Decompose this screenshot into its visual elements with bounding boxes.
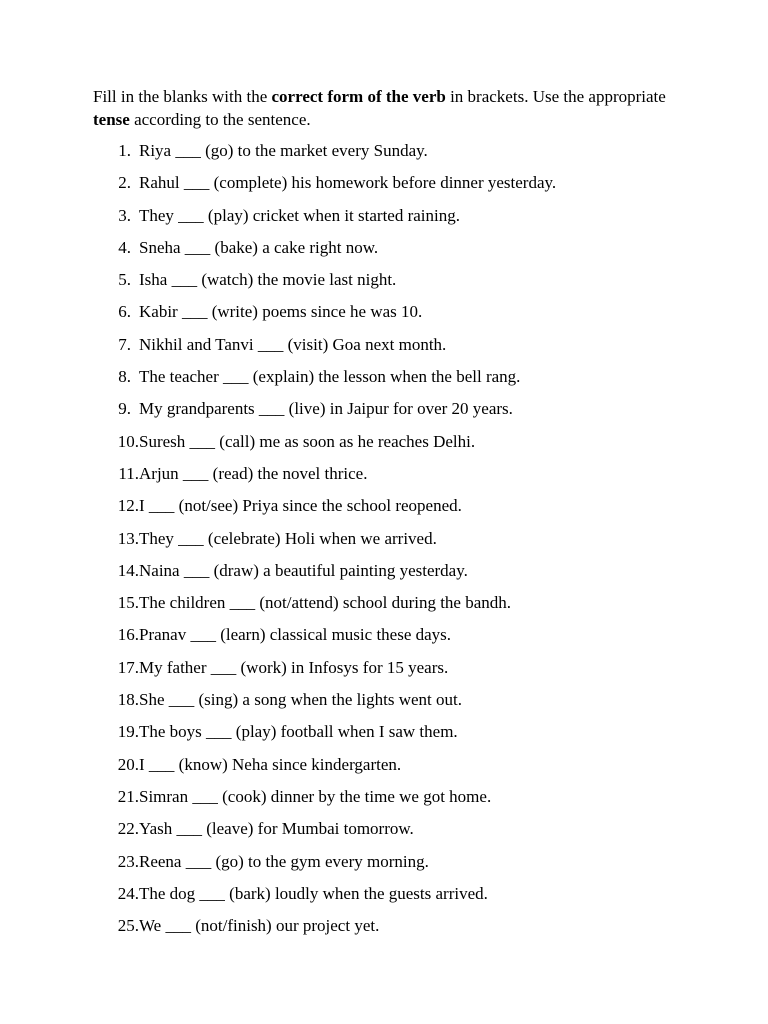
- question-number: 8.: [118, 367, 131, 387]
- question-item: [93, 916, 693, 948]
- question-item: [93, 852, 693, 884]
- question-text: Pranav ___ (learn) classical music these days.: [139, 625, 452, 645]
- question-item: [93, 722, 693, 754]
- question-item: [93, 496, 693, 528]
- question-item: [93, 787, 693, 819]
- question-number: 1.: [118, 141, 131, 160]
- question-text: Sneha ___ (bake) a cake right now.: [139, 237, 379, 257]
- question-number: 10.: [117, 431, 139, 451]
- question-item: [93, 302, 693, 334]
- question-item: [93, 206, 693, 238]
- worksheet-page: [93, 86, 693, 948]
- question-number: 2.: [118, 173, 131, 193]
- question-text: The children ___ (not/attend) school during the bandh.: [139, 593, 512, 613]
- question-number: 14.: [117, 560, 139, 580]
- question-number: 6.: [118, 302, 131, 322]
- question-text: They ___ (celebrate) Holi when we arrived.: [139, 528, 437, 548]
- question-text: She ___ (sing) a song when the lights went out.: [139, 690, 462, 710]
- question-text: Naina ___ (draw) a beautiful painting yesterday.: [139, 560, 468, 580]
- question-number: 24.: [117, 883, 139, 903]
- question-number: 16.: [117, 625, 139, 645]
- instructions-text-1: Fill in the blanks with the: [93, 87, 272, 106]
- question-text: Arjun ___ (read) the novel thrice.: [139, 463, 368, 483]
- question-item: [93, 658, 693, 690]
- question-text: Isha ___ (watch) the movie last night.: [139, 270, 397, 290]
- question-number: 13.: [117, 528, 139, 548]
- question-item: [93, 593, 693, 625]
- instructions-bold-2: tense: [93, 109, 130, 129]
- question-text: I ___ (not/see) Priya since the school reopened.: [139, 496, 462, 516]
- question-item: [93, 335, 693, 367]
- question-number: 18.: [117, 690, 139, 710]
- instructions: [93, 86, 693, 131]
- question-text: My grandparents ___ (live) in Jaipur for over 20 years.: [139, 399, 513, 419]
- question-text: Simran ___ (cook) dinner by the time we got home.: [139, 786, 492, 806]
- question-text: I ___ (know) Neha since kindergarten.: [139, 754, 402, 774]
- question-number: 25.: [117, 916, 139, 936]
- question-item: [93, 238, 693, 270]
- question-item: [93, 432, 693, 464]
- question-item: [93, 464, 693, 496]
- question-number: 3.: [118, 205, 131, 225]
- question-number: 23.: [117, 851, 139, 871]
- question-number: 11.: [118, 463, 139, 483]
- question-item: [93, 367, 693, 399]
- question-number: 22.: [117, 819, 139, 839]
- question-text: Suresh ___ (call) me as soon as he reaches Delhi.: [139, 431, 476, 451]
- question-text: Kabir ___ (write) poems since he was 10.: [139, 302, 423, 322]
- question-number: 9.: [118, 399, 131, 419]
- question-text: Nikhil and Tanvi ___ (visit) Goa next month.: [139, 334, 447, 354]
- question-number: 17.: [117, 657, 139, 677]
- question-item: [93, 819, 693, 851]
- question-number: 20.: [117, 754, 139, 774]
- instructions-bold-1: correct form of the verb: [271, 87, 446, 106]
- question-item: [93, 690, 693, 722]
- question-text: Yash ___ (leave) for Mumbai tomorrow.: [139, 819, 414, 839]
- question-text: We ___ (not/finish) our project yet.: [139, 916, 380, 936]
- question-item: [93, 884, 693, 916]
- question-item: [93, 399, 693, 431]
- question-item: [93, 270, 693, 302]
- question-number: 5.: [118, 270, 131, 290]
- question-text: Riya ___ (go) to the market every Sunday.: [139, 141, 428, 160]
- question-text: My father ___ (work) in Infosys for 15 years.: [139, 657, 449, 677]
- question-text: They ___ (play) cricket when it started raining.: [139, 205, 460, 225]
- question-number: 15.: [117, 593, 139, 613]
- question-text: The dog ___ (bark) loudly when the guests arrived.: [139, 883, 488, 903]
- question-item: [93, 141, 693, 173]
- question-text: Rahul ___ (complete) his homework before dinner yesterday.: [139, 173, 557, 193]
- question-text: The teacher ___ (explain) the lesson when the bell rang.: [139, 367, 521, 387]
- question-item: [93, 173, 693, 205]
- question-text: The boys ___ (play) football when I saw them.: [139, 722, 458, 742]
- question-number: 19.: [117, 722, 139, 742]
- instructions-text-2: in brackets. Use the appropriate: [445, 87, 666, 106]
- question-item: [93, 529, 693, 561]
- question-number: 7.: [118, 334, 131, 354]
- question-text: Reena ___ (go) to the gym every morning.: [139, 851, 429, 871]
- question-item: [93, 561, 693, 593]
- question-item: [93, 755, 693, 787]
- instructions-text-3: according to the sentence.: [129, 109, 311, 129]
- question-number: 21.: [117, 786, 139, 806]
- question-item: [93, 625, 693, 657]
- question-list: [93, 141, 693, 948]
- question-number: 12.: [117, 496, 139, 516]
- question-number: 4.: [118, 237, 131, 257]
